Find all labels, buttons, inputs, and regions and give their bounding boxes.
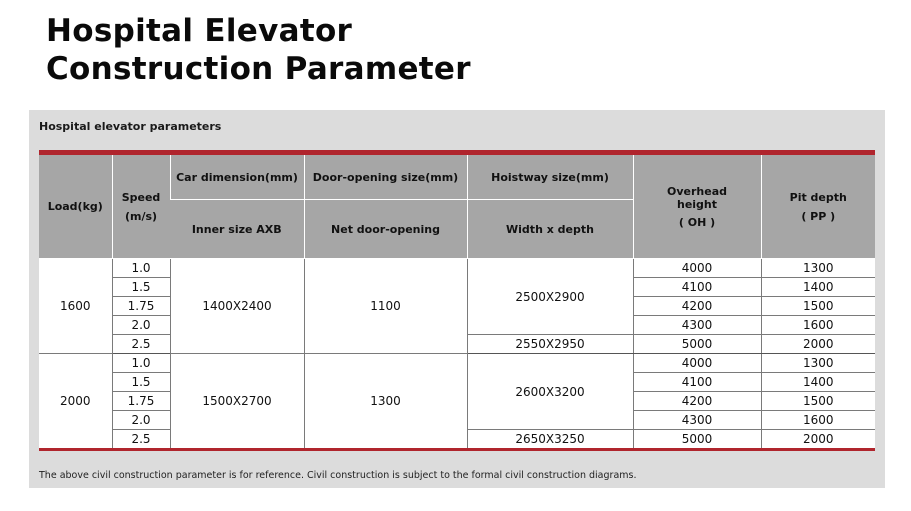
hoistway-cell: 2600X3200 bbox=[467, 354, 633, 430]
pit-depth-cell: 1600 bbox=[761, 411, 875, 430]
load-cell: 1600 bbox=[39, 259, 112, 354]
parameters-panel bbox=[29, 110, 885, 488]
speed-cell: 1.5 bbox=[112, 373, 170, 392]
header-pit-depth bbox=[761, 153, 875, 259]
hoistway-cell: 2500X2900 bbox=[467, 259, 633, 335]
speed-cell: 1.5 bbox=[112, 278, 170, 297]
door-opening-cell: 1100 bbox=[304, 259, 467, 354]
header-door-opening: Door-opening size(mm) bbox=[304, 153, 467, 200]
page-title bbox=[46, 12, 471, 88]
overhead-cell: 4200 bbox=[633, 392, 761, 411]
header-overhead-line-2: height bbox=[676, 197, 718, 211]
speed-cell: 1.75 bbox=[112, 297, 170, 316]
overhead-cell: 5000 bbox=[633, 335, 761, 354]
table-row bbox=[39, 259, 875, 278]
hoistway-cell: 2650X3250 bbox=[467, 430, 633, 450]
pit-depth-cell: 2000 bbox=[761, 430, 875, 450]
pit-depth-cell: 1400 bbox=[761, 278, 875, 297]
footnote: The above civil construction parameter is for reference. Civil construction is subject to the formal civil construction diagrams. bbox=[39, 470, 637, 481]
load-group-2000 bbox=[39, 354, 875, 450]
load-group-1600 bbox=[39, 259, 875, 354]
pit-depth-cell: 1300 bbox=[761, 354, 875, 373]
speed-cell: 2.5 bbox=[112, 430, 170, 450]
overhead-cell: 5000 bbox=[633, 430, 761, 450]
pit-depth-cell: 2000 bbox=[761, 335, 875, 354]
header-hoistway-sub: Width x depth bbox=[467, 200, 633, 259]
page-title-line-1: Hospital Elevator bbox=[46, 13, 353, 49]
car-dimension-cell: 1500X2700 bbox=[170, 354, 304, 450]
parameters-table bbox=[39, 150, 875, 451]
table-row bbox=[39, 354, 875, 373]
overhead-cell: 4000 bbox=[633, 354, 761, 373]
pit-depth-cell: 1500 bbox=[761, 297, 875, 316]
panel-heading: Hospital elevator parameters bbox=[39, 120, 222, 133]
hoistway-cell: 2550X2950 bbox=[467, 335, 633, 354]
header-pit-line-2: ( PP ) bbox=[801, 209, 836, 223]
header-overhead-line-1: Overhead bbox=[667, 184, 727, 198]
header-speed-line-1: Speed bbox=[121, 190, 161, 204]
pit-depth-cell: 1500 bbox=[761, 392, 875, 411]
header-door-sub: Net door-opening bbox=[304, 200, 467, 259]
load-cell: 2000 bbox=[39, 354, 112, 450]
speed-cell: 2.0 bbox=[112, 316, 170, 335]
header-car-dimension: Car dimension(mm) bbox=[170, 153, 304, 200]
overhead-cell: 4100 bbox=[633, 373, 761, 392]
header-pit-line-1: Pit depth bbox=[789, 190, 847, 204]
header-overhead-line-3: ( OH ) bbox=[678, 215, 716, 229]
pit-depth-cell: 1300 bbox=[761, 259, 875, 278]
speed-cell: 1.0 bbox=[112, 259, 170, 278]
header-car-sub: Inner size AXB bbox=[170, 200, 304, 259]
door-opening-cell: 1300 bbox=[304, 354, 467, 450]
header-speed-line-2: (m/s) bbox=[124, 209, 158, 223]
speed-cell: 2.5 bbox=[112, 335, 170, 354]
overhead-cell: 4100 bbox=[633, 278, 761, 297]
header-load: Load(kg) bbox=[39, 153, 112, 259]
pit-depth-cell: 1400 bbox=[761, 373, 875, 392]
car-dimension-cell: 1400X2400 bbox=[170, 259, 304, 354]
speed-cell: 1.75 bbox=[112, 392, 170, 411]
overhead-cell: 4200 bbox=[633, 297, 761, 316]
speed-cell: 2.0 bbox=[112, 411, 170, 430]
speed-cell: 1.0 bbox=[112, 354, 170, 373]
header-overhead bbox=[633, 153, 761, 259]
pit-depth-cell: 1600 bbox=[761, 316, 875, 335]
header-speed bbox=[112, 153, 170, 259]
page-title-line-2: Construction Parameter bbox=[46, 51, 471, 87]
overhead-cell: 4300 bbox=[633, 411, 761, 430]
overhead-cell: 4300 bbox=[633, 316, 761, 335]
overhead-cell: 4000 bbox=[633, 259, 761, 278]
header-hoistway: Hoistway size(mm) bbox=[467, 153, 633, 200]
